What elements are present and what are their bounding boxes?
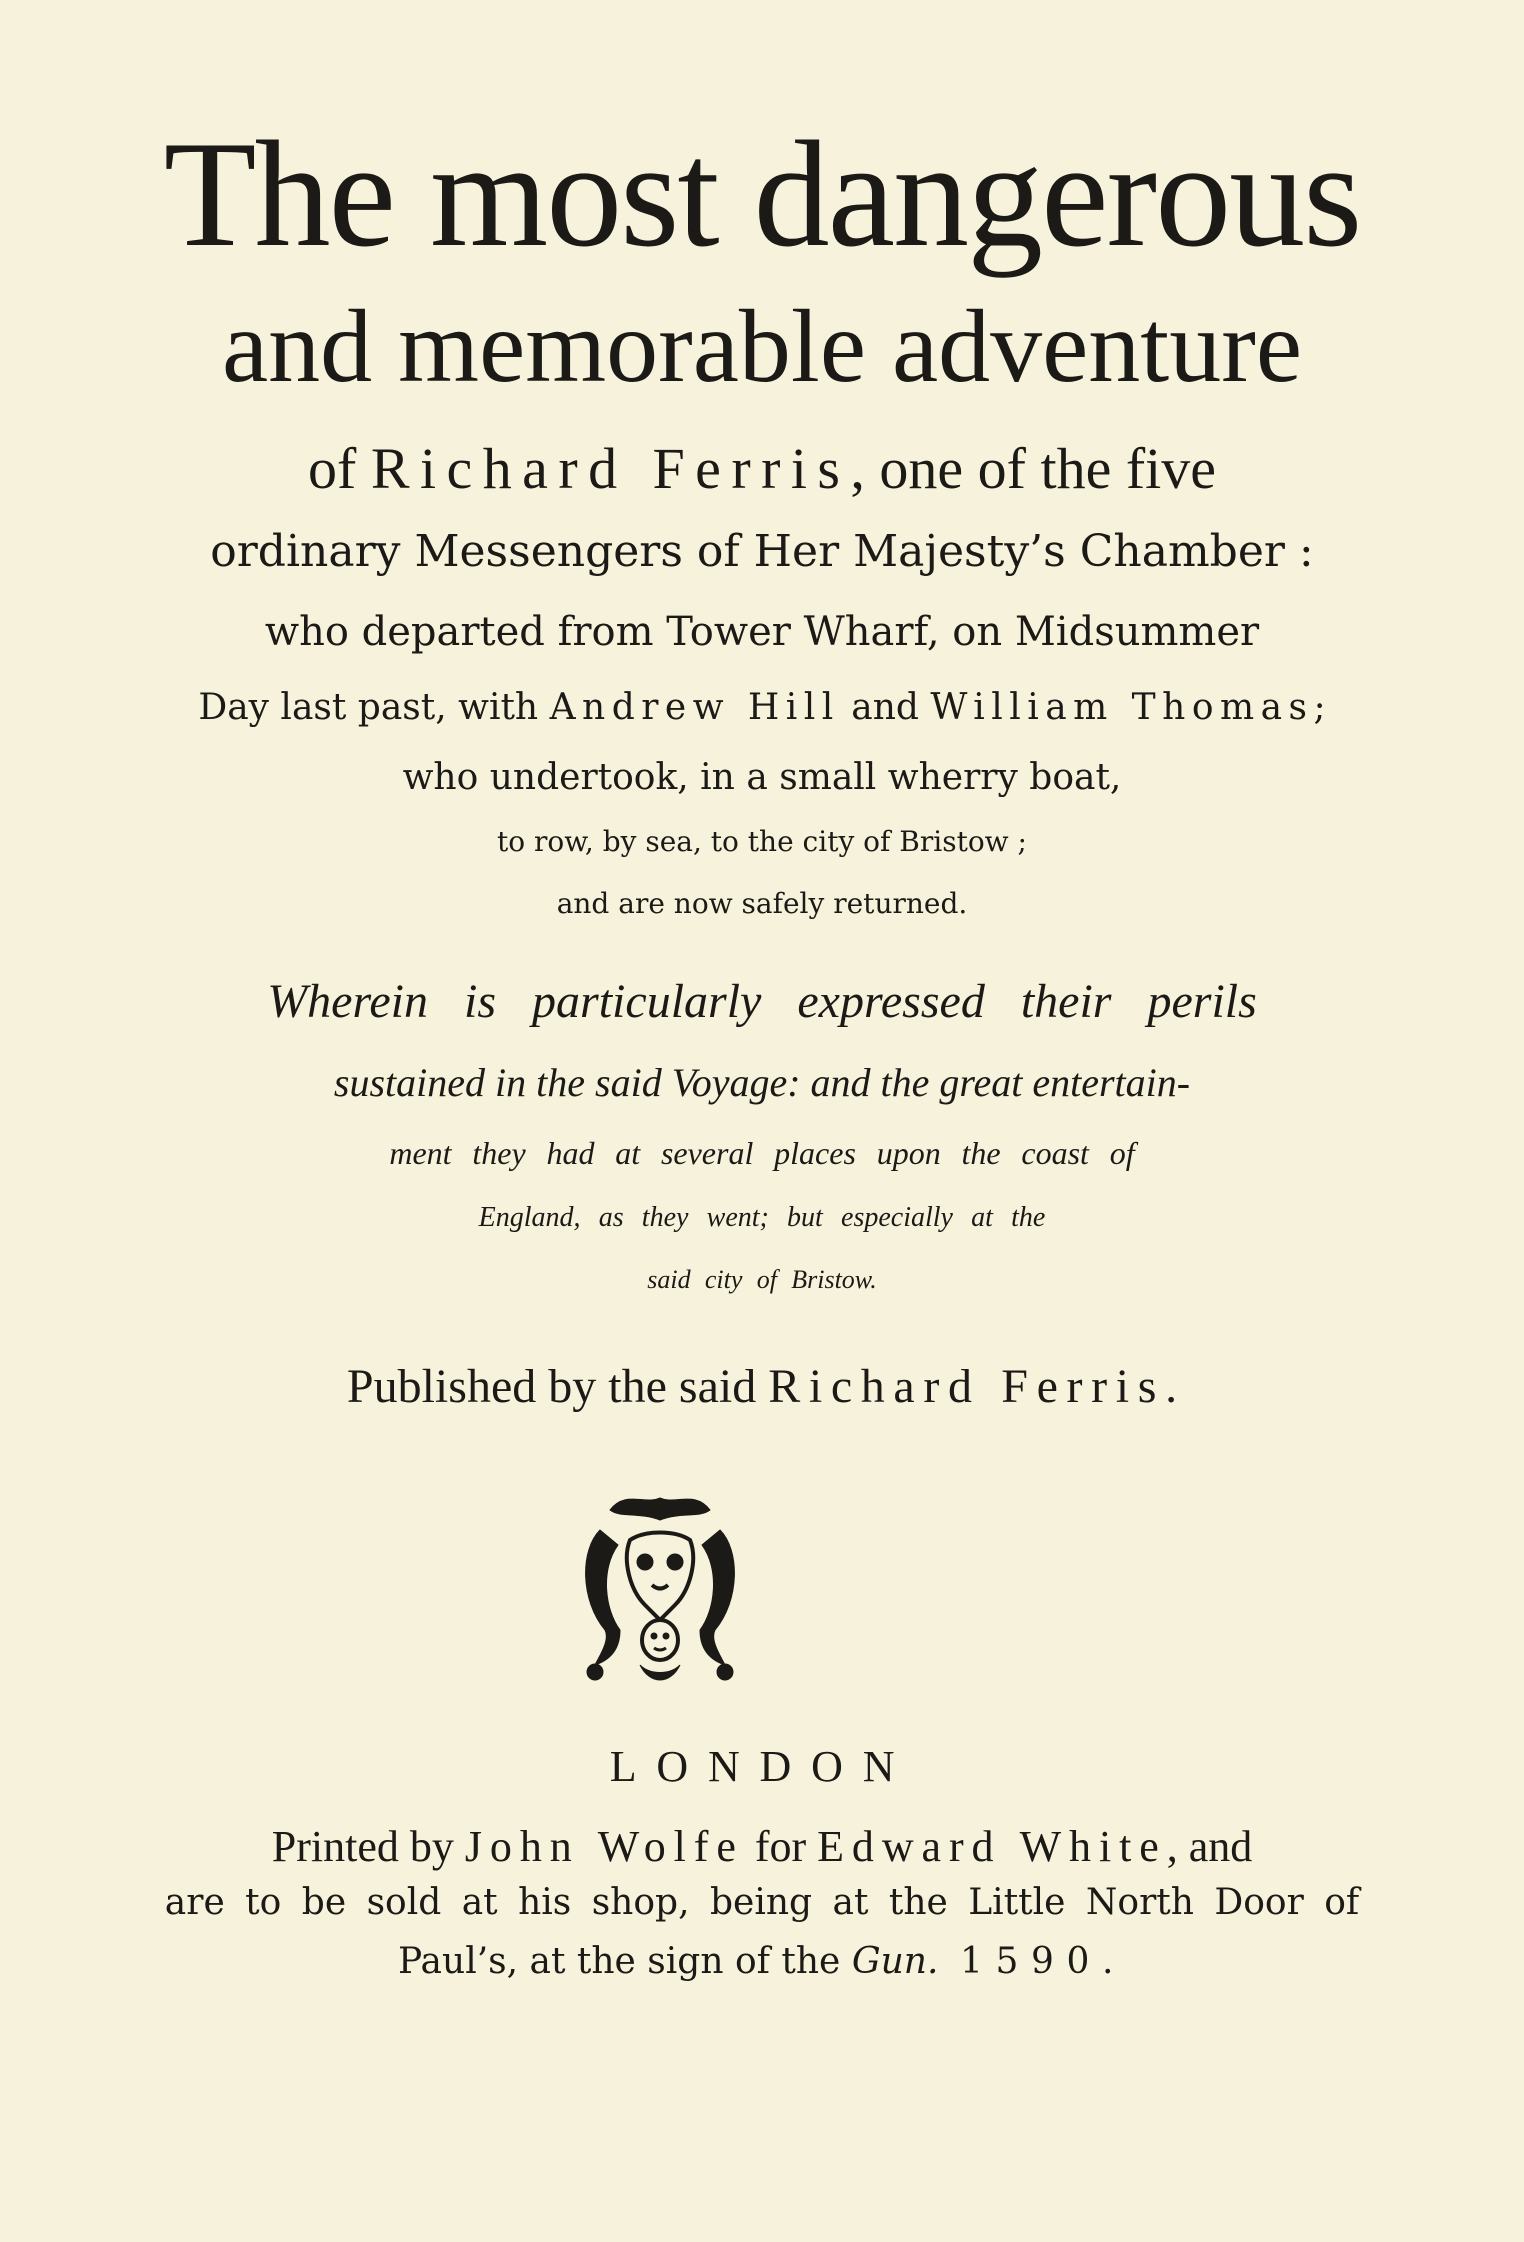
subtitle-text: Day last past, with xyxy=(198,687,550,728)
title-line-1: The most dangerous xyxy=(163,110,1361,278)
subtitle-line-3 xyxy=(0,436,1524,501)
imprint-text: for xyxy=(743,1822,818,1871)
imprint-text: Paul’s, at the sign of the xyxy=(397,1941,852,1982)
subtitle-line-7: who undertook, in a small wherry boat, xyxy=(402,757,1122,798)
imprint-city: LONDON xyxy=(609,1742,915,1791)
printers-device-ornament xyxy=(570,1490,750,1690)
publication-year: 1590. xyxy=(959,1941,1127,1982)
subtitle-text: and xyxy=(839,687,931,728)
publisher-text: . xyxy=(1165,1360,1178,1413)
title-line-2: and memorable adventure xyxy=(222,289,1302,404)
companion-name-1: Andrew Hill xyxy=(549,687,840,728)
subtitle-text: , one of the five xyxy=(850,436,1216,501)
author-name: Richard Ferris xyxy=(370,436,851,501)
description-line-1: Wherein is particularly expressed their perils xyxy=(267,975,1257,1028)
description-line-4: England, as they went; but especially at the xyxy=(478,1202,1046,1233)
subtitle-line-6 xyxy=(0,687,1524,728)
imprint-line-2: are to be sold at his shop, being at the Little North Door of xyxy=(164,1882,1360,1923)
publisher-text: Published by the said xyxy=(346,1360,769,1413)
bookseller-name: Edward White xyxy=(817,1822,1167,1871)
description-line-2: sustained in the said Voyage: and the great entertain- xyxy=(333,1060,1191,1105)
subtitle-line-4: ordinary Messengers of Her Majesty’s Chamber : xyxy=(210,526,1314,577)
shop-sign: Gun. xyxy=(851,1941,939,1982)
description-line-5: said city of Bristow. xyxy=(647,1265,877,1294)
subtitle-text: ; xyxy=(1313,687,1326,728)
description-line-3: ment they had at several places upon the coast of xyxy=(389,1135,1135,1171)
subtitle-line-5: who departed from Tower Wharf, on Midsummer xyxy=(264,609,1260,655)
subtitle-text: of xyxy=(308,436,371,501)
publisher-line xyxy=(0,1360,1524,1413)
subtitle-line-8: to row, by sea, to the city of Bristow ; xyxy=(497,825,1027,858)
imprint-line-3 xyxy=(0,1941,1524,1982)
publisher-name: Richard Ferris xyxy=(768,1360,1166,1413)
companion-name-2: William Thomas xyxy=(930,687,1314,728)
subtitle-line-9: and are now safely returned. xyxy=(556,887,968,920)
imprint-text: , and xyxy=(1166,1822,1253,1871)
imprint-text: Printed by xyxy=(271,1822,465,1871)
imprint-line-1 xyxy=(0,1822,1524,1871)
printer-name: John Wolfe xyxy=(464,1822,744,1871)
